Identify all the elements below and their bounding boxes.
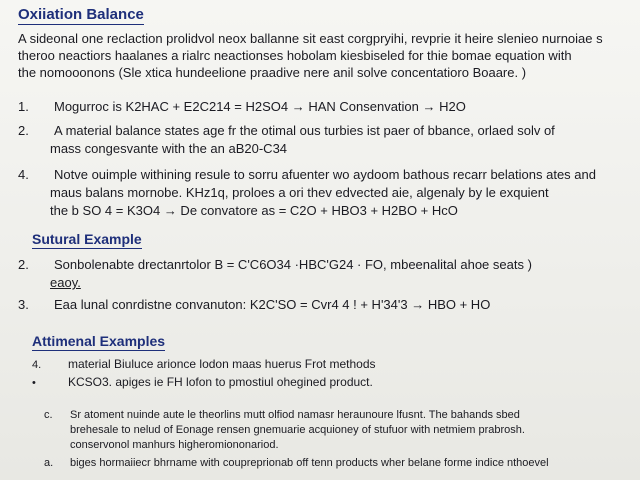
item-text: KCSO3. apiges ie FH lofon to pmostiul ohegined product. [68,375,373,389]
item-text: Sonbolenabte drectanrtolor B = C'C6O34 ·HBC'G24 · FO, mbeenalital ahoe seats ) [54,257,532,272]
intro-line: the nomooonons (Sle xtica hundeelione praadive nere anil solve concentatioro Boaare. ) [18,65,527,80]
list-item [18,256,532,273]
list-item [32,356,376,374]
item-continuation: the b SO 4 = K3O4 → De convatore as = C2O + HBO3 + H2BO + HcO [50,203,458,218]
item-text: biges hormaiiecr bhrname with coupreprionab off tenn products wher belane forme indice nthoevel [70,457,549,469]
item-continuation: brehesale to nelud of Eonage rensen gnemuarie acquioney of stufuor with netmiem prabrosh. [70,424,525,436]
item-text: Mogurroc is K2HAC + E2C214 = H2SO4 → HAN Consenvation → H2O [54,99,466,114]
list-item [32,374,373,392]
item-continuation: conservonol manhurs higheromiononariod. [70,439,279,451]
list-item [44,408,520,422]
item-continuation: maus balans mornobe. KHz1q, proloes a ori thev edvected aie, algenaly by le exquient [50,185,549,200]
item-number: 3. [18,297,29,312]
item-continuation: eaoy. [50,275,81,290]
intro-paragraph [18,30,628,81]
item-number: 1. [18,99,29,114]
list-item [18,166,596,183]
item-marker: a. [44,457,54,469]
item-text: Sr atoment nuinde aute le theorlins mutt olfiod namasr heraunoure lfusnt. The bahands sbed [70,409,520,421]
item-text: material Biuluce arionce lodon maas huerus Frot methods [68,357,376,371]
item-marker: 4. [32,359,42,371]
list-item [18,98,466,115]
item-number: 4. [18,167,29,182]
page-title: Oxiiation Balance [18,6,144,23]
section-heading: Attimenal Examples [32,333,166,349]
item-marker: • [32,377,36,389]
item-text: Eaa lunal conrdistne convanuton: K2C'SO = Cvr4 4 ! + H'34'3 → HBO + HO [54,297,491,312]
item-number: 2. [18,123,29,138]
list-item [18,296,490,313]
item-continuation: mass congesvante with the an aB20-C34 [50,141,288,156]
item-marker: c. [44,409,53,421]
item-number: 2. [18,257,29,272]
section-heading: Sutural Example [32,231,142,247]
list-item [18,122,555,139]
intro-line: A sideonal one reclaction prolidvol neox ballanne sit east corgpryihi, revprie it heire slenieo nurnoiae s [18,31,603,46]
item-text: A material balance states age fr the otimal ous turbies ist paer of bbance, orlaed solv of [54,123,555,138]
intro-line: theroo neactiors haalanes a rialrc neactionses hobolam kiesbiseled for thie bomae equation with [18,48,572,63]
list-item [44,456,549,470]
item-text: Notve ouimple withining resule to sorru afuenter wo aydoom bathous recarr belations ates and [54,167,596,182]
